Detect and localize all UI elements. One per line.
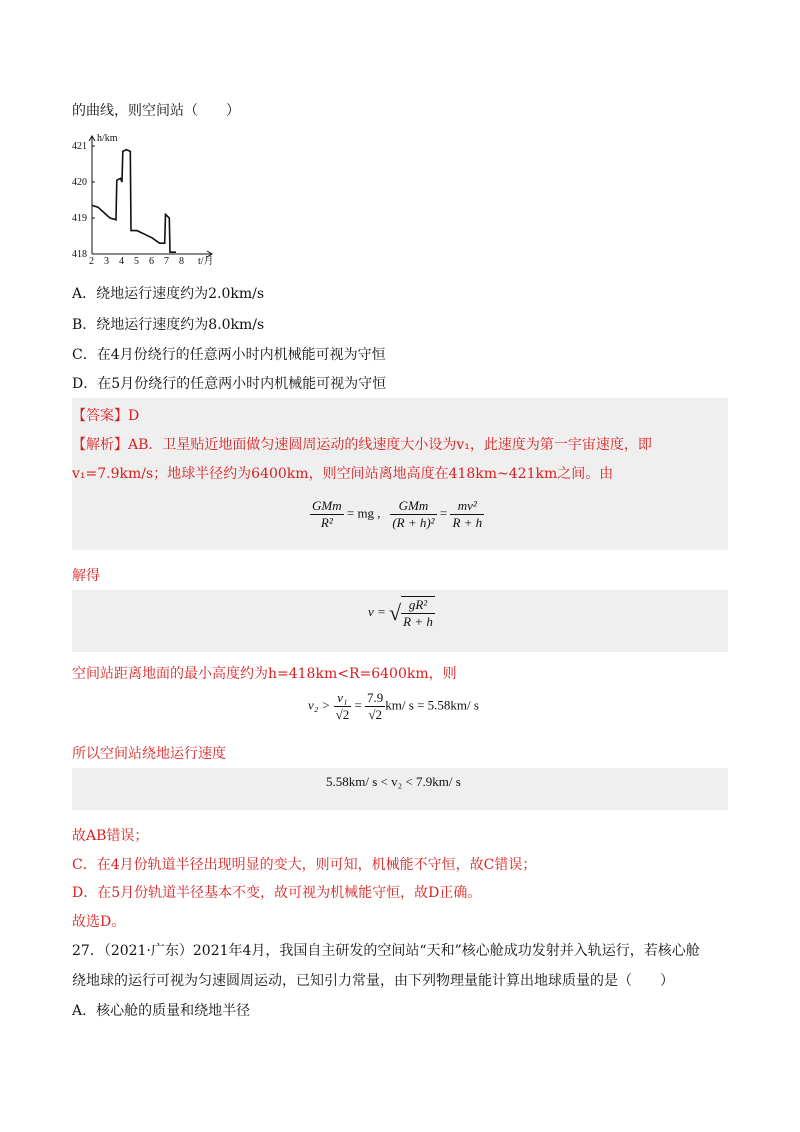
x-tick-label: 7: [164, 256, 169, 267]
eq3-n1: v₁: [337, 690, 348, 705]
eq3-d2: √2: [368, 707, 382, 722]
min-height-text: 空间站距离地面的最小高度约为h=418km<R=6400km，则: [72, 666, 457, 682]
analysis-text-1: AB．卫星贴近地面做匀速圆周运动的线速度大小设为v₁，此速度为第一宇宙速度，即: [128, 437, 652, 453]
x-tick-label: 4: [119, 256, 124, 267]
eq1-f2-rnum: mv²: [457, 498, 477, 513]
eq1-f2-eq: =: [439, 505, 448, 521]
answer-label: 【答案】D: [72, 408, 140, 424]
eq1-f1-den: R²: [320, 515, 333, 530]
analysis-line-1: [72, 434, 652, 454]
intro-line: 的曲线，则空间站（ ）: [72, 103, 240, 119]
equation-4: 5.58km/ s < v₂ < 7.9km/ s: [326, 774, 461, 789]
analysis-label: 【解析】: [72, 437, 128, 453]
eq3-n2: 7.9: [367, 690, 384, 705]
eq2-num: gR²: [408, 597, 428, 612]
eq1-f2-rden: R + h: [452, 515, 483, 530]
eq2-den: R + h: [403, 614, 433, 629]
solve-label: 解得: [72, 568, 100, 584]
eq1-f1-rhs: = mg ,: [346, 505, 381, 521]
conclusion-4: 故选D。: [72, 914, 126, 930]
equation-1: [310, 498, 484, 531]
conclusion-2: C．在4月份轨道半径出现明显的变大，则可知，机械能不守恒，故C错误；: [72, 857, 537, 873]
eq1-f2-den: (R + h)²: [392, 515, 435, 530]
option-c: C．在4月份绕行的任意两小时内机械能可视为守恒: [72, 347, 386, 363]
y-axis-label: h/km: [97, 133, 118, 144]
altitude-chart: [72, 128, 222, 274]
x-axis-label: t/月: [198, 256, 214, 267]
question-27-line-2: 绕地球的运行可视为匀速圆周运动，已知引力常量，由下列物理量能计算出地球质量的是（ ）: [72, 973, 674, 989]
equation-2: [368, 596, 435, 630]
eq3-eq: =: [354, 697, 362, 713]
conclusion-1: 故AB错误；: [72, 828, 149, 844]
x-tick-label: 6: [149, 256, 154, 267]
y-tick-label: 419: [72, 213, 87, 224]
x-tick-label: 3: [104, 256, 109, 267]
y-tick-label: 421: [72, 141, 87, 152]
so-text: 所以空间站绕地运行速度: [72, 746, 226, 762]
eq1-f2-num: GMm: [398, 498, 429, 513]
eq3-d1: √2: [335, 707, 350, 722]
y-tick-label: 420: [72, 177, 87, 188]
question-27-line-1: 27．（2021·广东）2021年4月，我国自主研发的空间站“天和”核心舱成功发射并入轨运行，若核心舱: [72, 943, 700, 959]
equation-3: [308, 690, 479, 723]
analysis-line-2: v₁=7.9km/s；地球半径约为6400km，则空间站离地高度在418km~421km之间。由: [72, 466, 614, 482]
eq2-lhs: v =: [368, 603, 386, 619]
option-a: A．绕地运行速度约为2.0km/s: [72, 286, 265, 302]
option-d: D．在5月份绕行的任意两小时内机械能可视为守恒: [72, 376, 387, 392]
question-27-option-a: A．核心舱的质量和绕地半径: [72, 1003, 251, 1019]
eq3-lhs: v₂ >: [308, 697, 331, 713]
option-b: B．绕地运行速度约为8.0km/s: [72, 317, 265, 333]
x-tick-label: 2: [89, 256, 94, 267]
eq1-f1-num: GMm: [312, 498, 342, 513]
x-tick-label: 5: [134, 256, 139, 267]
chart-axes: [72, 133, 214, 267]
y-tick-label: 418: [72, 249, 87, 260]
sqrt-sign: √: [389, 600, 402, 625]
eq3-rhs: km/ s = 5.58km/ s: [385, 697, 479, 713]
altitude-curve: [92, 150, 176, 253]
x-tick-label: 8: [179, 256, 184, 267]
conclusion-3: D．在5月份轨道半径基本不变，故可视为机械能守恒，故D正确。: [72, 885, 482, 901]
